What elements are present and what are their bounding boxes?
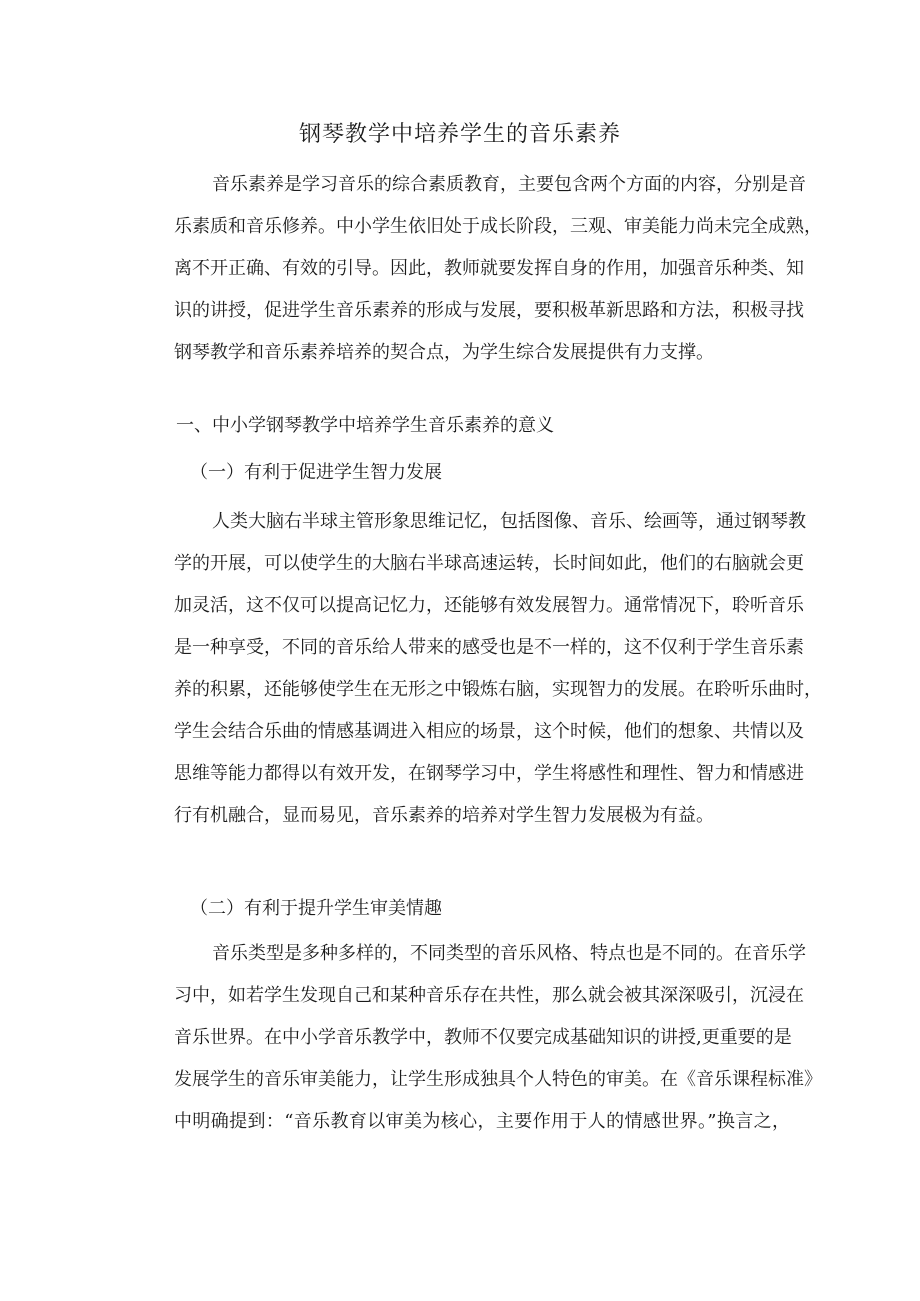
intro-line: 音乐素养是学习音乐的综合素质教育，主要包含两个方面的内容，分别是音 — [212, 174, 806, 195]
intro-line: 乐素质和音乐修养。中小学生依旧处于成长阶段，三观、审美能力尚未完全成熟， — [174, 216, 822, 237]
intro-paragraph — [138, 164, 822, 374]
sub2-line: 习中，如若学生发现自己和某种音乐存在共性，那么就会被其深深吸引，沉浸在 — [174, 985, 804, 1006]
sub2-line: 音乐类型是多种多样的，不同类型的音乐风格、特点也是不同的。在音乐学 — [212, 943, 806, 964]
subsection-heading-1: （一）有利于促进学生智力发展 — [190, 462, 442, 483]
sub1-line: 是一种享受，不同的音乐给人带来的感受也是不一样的，这不仅利于学生音乐素 — [174, 637, 804, 658]
sub2-line: 中明确提到：“音乐教育以审美为核心，主要作用于人的情感世界。”换言之， — [174, 1111, 790, 1132]
subsection-heading-2: （二）有利于提升学生审美情趣 — [190, 898, 442, 919]
subsection-1-paragraph — [138, 501, 822, 837]
sub1-line: 行有机融合，显而易见，音乐素养的培养对学生智力发展极为有益。 — [174, 805, 714, 826]
intro-line: 钢琴教学和音乐素养培养的契合点，为学生综合发展提供有力支撑。 — [174, 342, 714, 363]
subsection-2-paragraph — [138, 933, 822, 1143]
intro-line: 离不开正确、有效的引导。因此，教师就要发挥自身的作用，加强音乐种类、知 — [174, 258, 804, 279]
sub1-line: 人类大脑右半球主管形象思维记忆，包括图像、音乐、绘画等，通过钢琴教 — [212, 511, 806, 532]
sub2-line: 音乐世界。在中小学音乐教学中，教师不仅要完成基础知识的讲授,更重要的是 — [174, 1027, 792, 1048]
document-title: 钢琴教学中培养学生的音乐素养 — [298, 122, 621, 147]
section-heading-1: 一、中小学钢琴教学中培养学生音乐素养的意义 — [176, 415, 554, 436]
sub1-line: 学的开展，可以使学生的大脑右半球高速运转，长时间如此，他们的右脑就会更 — [174, 553, 804, 574]
sub1-line: 学生会结合乐曲的情感基调进入相应的场景，这个时候，他们的想象、共情以及 — [174, 721, 804, 742]
sub2-line: 发展学生的音乐审美能力，让学生形成独具个人特色的审美。在《音乐课程标准》 — [174, 1069, 822, 1090]
sub1-line: 养的积累，还能够使学生在无形之中锻炼右脑，实现智力的发展。在聆听乐曲时， — [174, 679, 822, 700]
sub1-line: 思维等能力都得以有效开发，在钢琴学习中，学生将感性和理性、智力和情感进 — [174, 763, 804, 784]
intro-line: 识的讲授，促进学生音乐素养的形成与发展，要积极革新思路和方法，积极寻找 — [174, 300, 804, 321]
sub1-line: 加灵活，这不仅可以提高记忆力，还能够有效发展智力。通常情况下，聆听音乐 — [174, 595, 804, 616]
